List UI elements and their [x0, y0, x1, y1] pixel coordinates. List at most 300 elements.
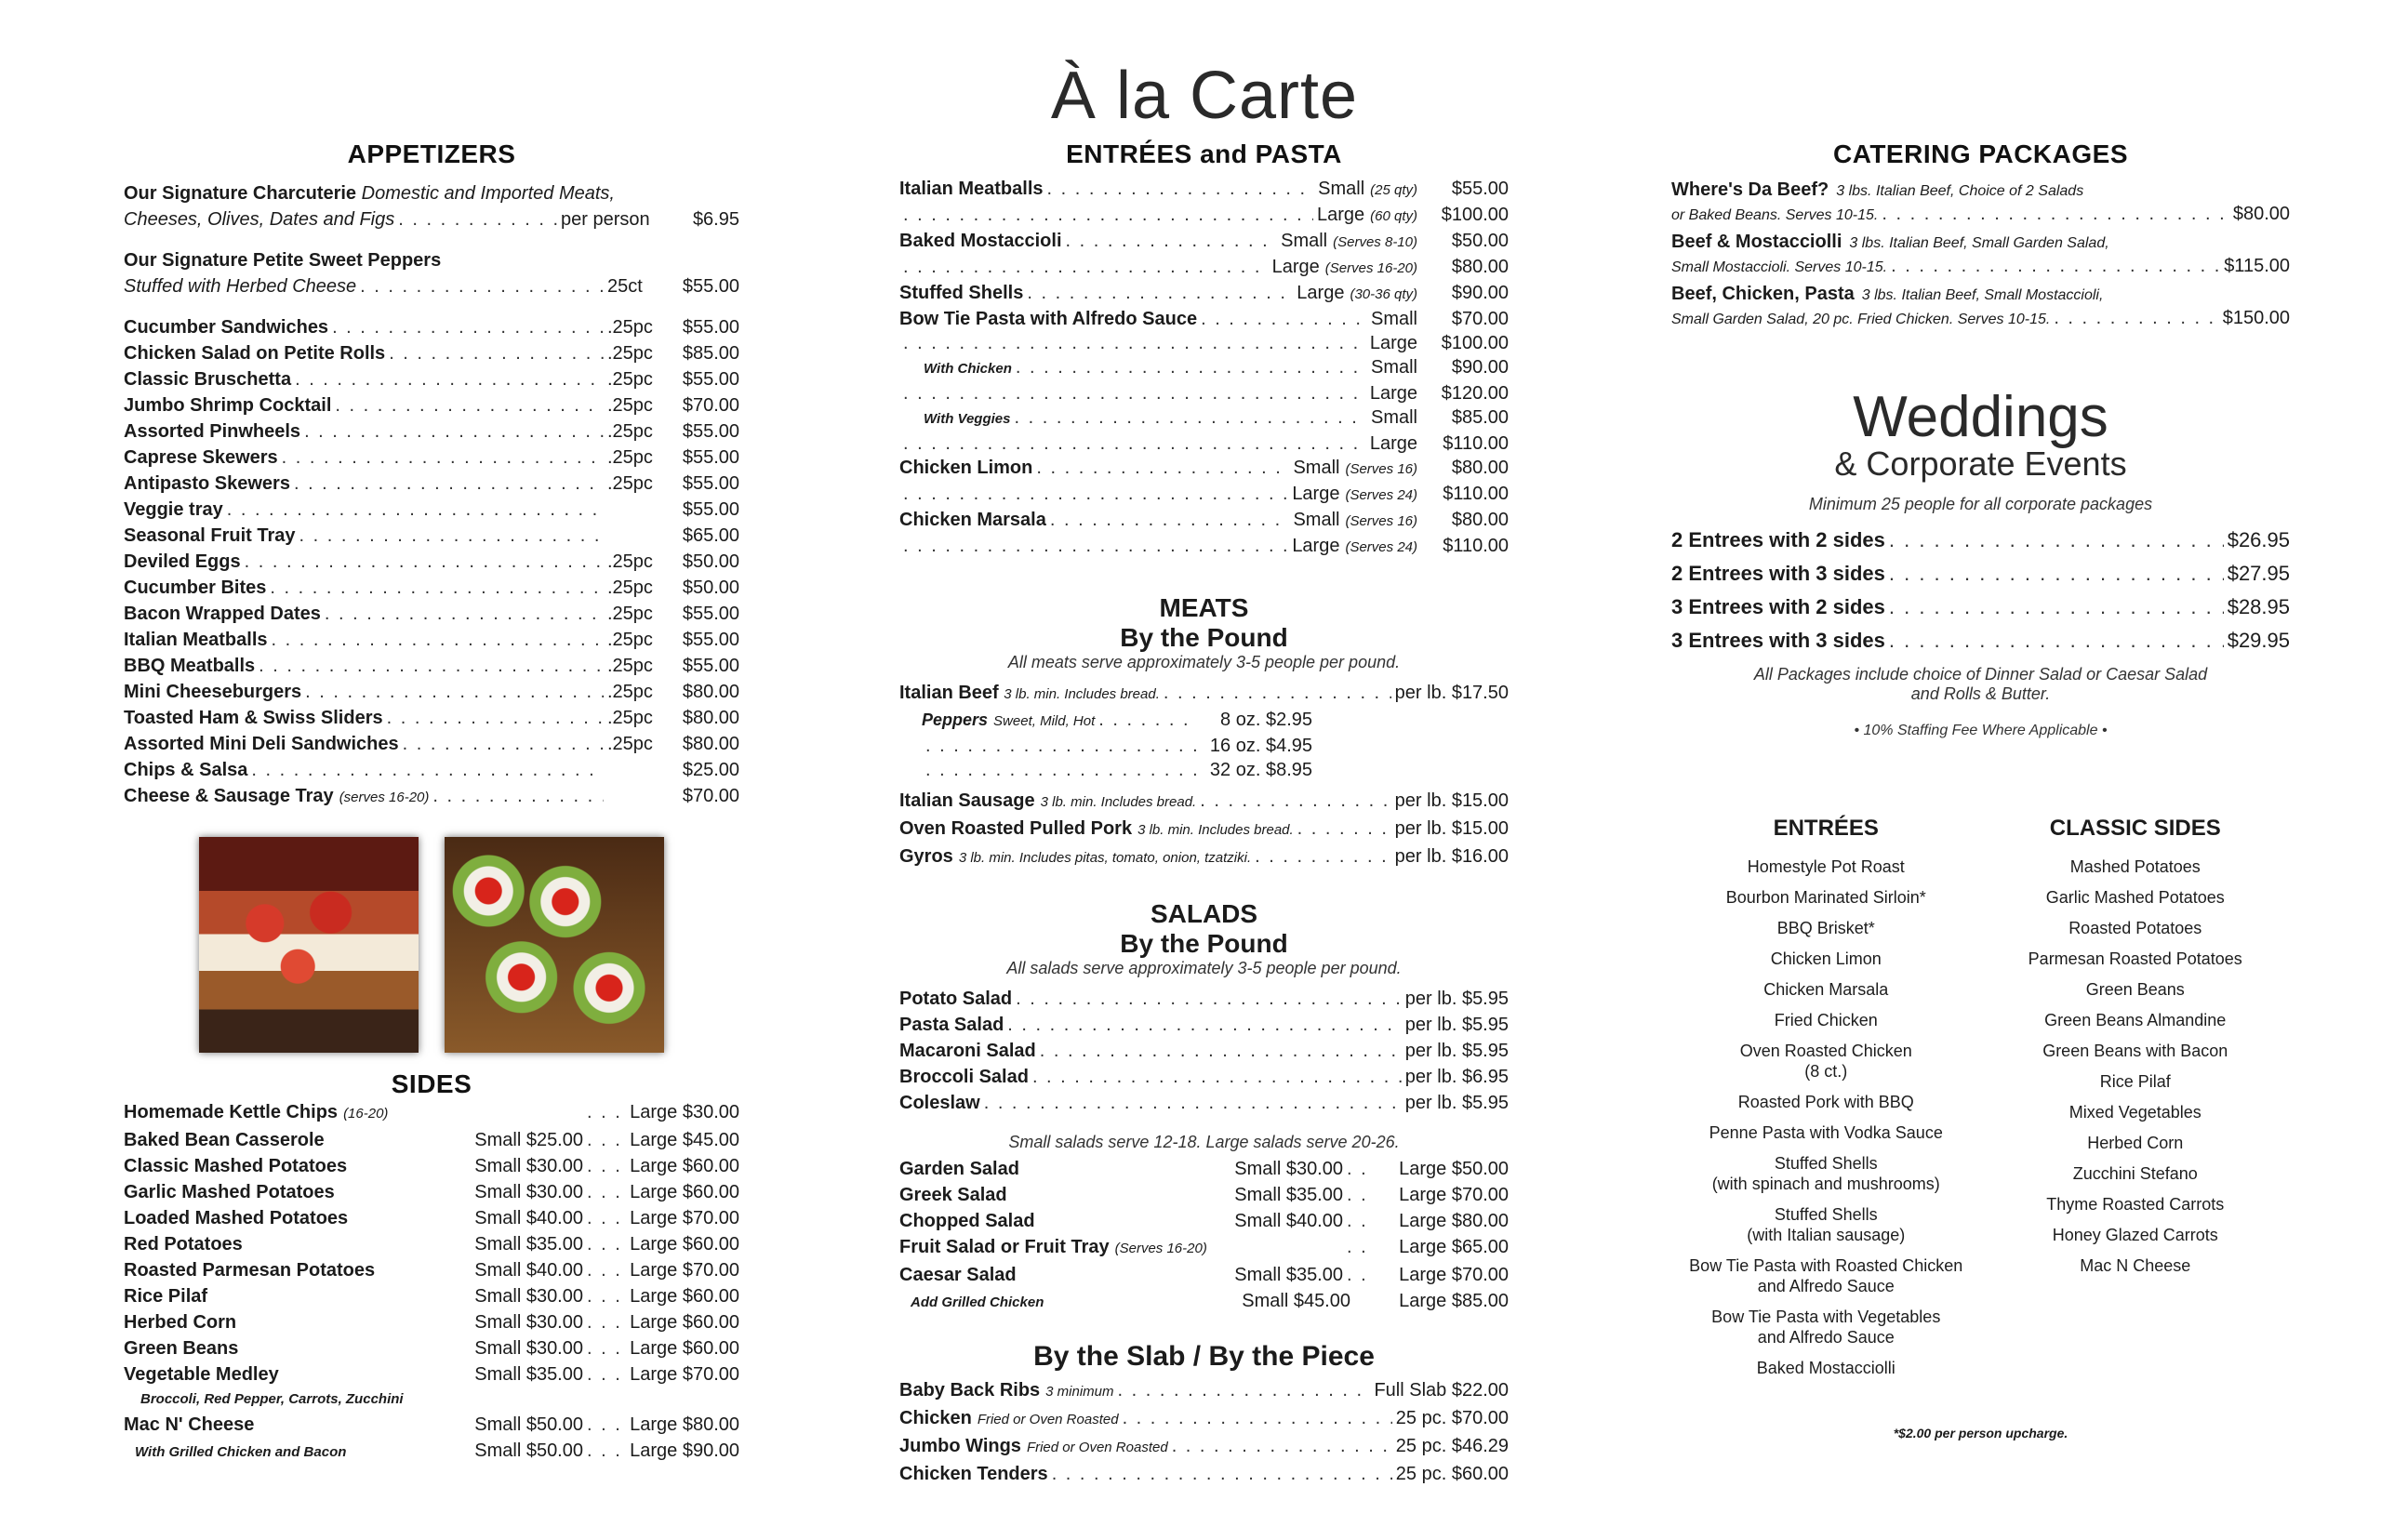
- featured-appetizers: [124, 180, 739, 299]
- item-price: per lb. $5.95: [1404, 1093, 1509, 1113]
- leader-dots: [903, 534, 1288, 558]
- charcuterie-desc-2: Cheeses, Olives, Dates and Figs: [124, 209, 395, 230]
- menu-row: [899, 229, 1509, 255]
- pepper-note: Sweet, Mild, Hot: [993, 713, 1096, 729]
- small-price: Small $35.00: [1234, 1265, 1343, 1285]
- sides-heading: SIDES: [391, 1069, 472, 1098]
- package-desc-2: or Baked Beans. Serves 10-15.: [1671, 207, 1879, 223]
- weddings-title: Weddings: [1853, 385, 2108, 449]
- item-price: $85.00: [682, 343, 739, 364]
- item-price: $100.00: [1441, 333, 1509, 353]
- item-name: Homemade Kettle Chips: [124, 1102, 339, 1122]
- small-price: Small $35.00: [474, 1234, 583, 1255]
- leader-dots: [1032, 1064, 1402, 1090]
- classic-side-item: Rice Pilaf: [2099, 1072, 2171, 1091]
- item-unit: .25pc: [607, 551, 653, 572]
- leader-dots: [1255, 843, 1391, 870]
- classic-side-item: Garlic Mashed Potatoes: [2045, 888, 2225, 907]
- item-price: $55.00: [682, 317, 739, 338]
- entree-name: Penne Pasta with Vodka Sauce: [1709, 1123, 1943, 1142]
- menu-row: [124, 783, 739, 811]
- item-note: 3 lb. min. Includes pitas, tomato, onion, tzatziki.: [958, 850, 1252, 866]
- entree-name: Baked Mostacciolli: [1756, 1359, 1895, 1377]
- entree-item: [1671, 1255, 1981, 1296]
- item-price: $110.00: [1443, 536, 1509, 556]
- bruschetta-photo: [199, 837, 419, 1053]
- leader-dots: [984, 1090, 1402, 1116]
- menu-row: [124, 1309, 739, 1335]
- leader-dots: [587, 1438, 624, 1464]
- package-desc-2: Small Garden Salad, 20 pc. Fried Chicken. Serves 10-15.: [1671, 312, 2051, 327]
- menu-row: [899, 307, 1509, 331]
- package-price: $115.00: [2224, 256, 2290, 276]
- item-unit: .25pc: [607, 630, 653, 650]
- item-price: per lb. $6.95: [1404, 1067, 1509, 1087]
- leader-dots: [903, 482, 1288, 506]
- item-price: $80.00: [682, 682, 739, 702]
- large-price: Large $90.00: [630, 1440, 739, 1461]
- item-name: Cheese & Sausage Tray: [124, 786, 334, 806]
- entree-detail: (with Italian sausage): [1747, 1226, 1906, 1244]
- menu-row: [124, 1099, 739, 1127]
- menu-row: [899, 456, 1509, 482]
- large-price: Large $80.00: [1399, 1211, 1509, 1231]
- large-price: Large $60.00: [630, 1312, 739, 1333]
- menu-row: [899, 1090, 1509, 1116]
- menu-row: [124, 366, 739, 392]
- item-unit: .25pc: [607, 447, 653, 468]
- item-price: $80.00: [1451, 458, 1509, 478]
- leader-dots: [1297, 816, 1391, 842]
- entree-item: [1671, 887, 1981, 908]
- leader-dots: [1040, 1038, 1402, 1064]
- leader-dots: [587, 1231, 624, 1257]
- leader-dots: [304, 418, 604, 445]
- leader-dots: [1347, 1156, 1375, 1182]
- weddings-subtitle: & Corporate Events: [1834, 445, 2127, 483]
- item-name: Vegetable Medley: [124, 1364, 279, 1385]
- leader-dots: [903, 255, 1269, 279]
- menu-row: [899, 1208, 1509, 1234]
- item-name: Italian Meatballs: [124, 630, 268, 650]
- package-name: Beef, Chicken, Pasta: [1671, 284, 1855, 304]
- entree-list-column: [1671, 816, 1981, 1388]
- menu-row: [124, 497, 739, 523]
- menu-row: [899, 788, 1509, 816]
- small-price: Small $40.00: [474, 1208, 583, 1228]
- classic-side-item: Herbed Corn: [2087, 1134, 2184, 1152]
- leader-dots: [925, 734, 1197, 758]
- classic-sides-heading: CLASSIC SIDES: [2049, 816, 2221, 841]
- item-name: Classic Bruschetta: [124, 369, 292, 390]
- salad-addon-small: Small $45.00: [1242, 1291, 1350, 1311]
- entree-detail: and Alfredo Sauce: [1757, 1277, 1895, 1295]
- entree-name: Chicken Limon: [1770, 949, 1882, 968]
- item-name: Chopped Salad: [899, 1211, 1035, 1231]
- entree-item: [1671, 949, 1981, 969]
- item-note: Fried or Oven Roasted: [977, 1412, 1119, 1427]
- leader-dots: [903, 331, 1366, 355]
- menu-row: [124, 731, 739, 757]
- menu-row: [899, 482, 1509, 508]
- menu-row: [124, 549, 739, 575]
- entree-name: Stuffed Shells: [1774, 1154, 1878, 1173]
- menu-row: [124, 1153, 739, 1179]
- item-name: With Veggies: [924, 411, 1011, 427]
- item-note: 3 lb. min. Includes bread.: [1137, 822, 1294, 838]
- leader-dots: [587, 1309, 624, 1335]
- leader-dots: [251, 757, 604, 783]
- item-price: $110.00: [1443, 484, 1509, 504]
- item-name: Chips & Salsa: [124, 760, 248, 780]
- item-price: per lb. $5.95: [1404, 989, 1509, 1009]
- item-name: Chicken Marsala: [899, 510, 1046, 530]
- wedding-package-name: 2 Entrees with 2 sides: [1671, 528, 1885, 551]
- item-name: Herbed Corn: [124, 1312, 237, 1333]
- leader-dots: [587, 1127, 624, 1153]
- size-note: (Serves 8-10): [1333, 234, 1417, 250]
- item-price: $50.00: [682, 578, 739, 598]
- item-name: Mini Cheeseburgers: [124, 682, 302, 702]
- wedding-package-name: 3 Entrees with 2 sides: [1671, 595, 1885, 618]
- leader-dots: [1016, 986, 1402, 1012]
- item-name: Rice Pilaf: [124, 1286, 208, 1307]
- leader-dots: [1889, 557, 2224, 591]
- entree-item: [1671, 979, 1981, 1000]
- menu-row: [1671, 283, 2290, 307]
- salad-size-note: Small salads serve 12-18. Large salads serve 20-26.: [1008, 1133, 1400, 1151]
- menu-row: [899, 1377, 1509, 1405]
- menu-row: [1671, 557, 2290, 591]
- item-note: 3 minimum: [1045, 1384, 1114, 1400]
- item-price: $55.00: [682, 447, 739, 468]
- leader-dots: [1889, 524, 2224, 557]
- large-price: Large $60.00: [630, 1338, 739, 1359]
- size-label: Small: [1370, 309, 1417, 329]
- item-unit: .25pc: [607, 578, 653, 598]
- classic-side-item: Mac N Cheese: [2080, 1256, 2191, 1275]
- large-price: Large $60.00: [630, 1182, 739, 1202]
- size-label: Small: [1370, 357, 1417, 378]
- item-name: Veggie tray: [124, 499, 223, 520]
- menu-row: [124, 471, 739, 497]
- classic-side-item: Honey Glazed Carrots: [2052, 1226, 2218, 1244]
- leader-dots: [903, 431, 1366, 456]
- menu-row: [124, 1438, 739, 1466]
- charcuterie-unit: per person: [561, 209, 650, 230]
- menu-row: [1671, 524, 2290, 557]
- entree-name: Bourbon Marinated Sirloin*: [1725, 888, 1926, 907]
- leader-dots: [389, 340, 604, 366]
- leader-dots: [403, 731, 604, 757]
- item-price: per lb. $5.95: [1404, 1041, 1509, 1061]
- menu-row: [899, 177, 1509, 203]
- entree-name: BBQ Brisket*: [1776, 919, 1875, 937]
- salads-subheading: By the Pound: [1120, 929, 1288, 958]
- entree-detail: (with spinach and mushrooms): [1711, 1175, 1940, 1193]
- leader-dots: [332, 314, 604, 340]
- item-name: Chicken Tenders: [899, 1464, 1048, 1484]
- item-name: Jumbo Shrimp Cocktail: [124, 395, 332, 416]
- item-name: With Chicken: [924, 361, 1012, 377]
- item-name: Seasonal Fruit Tray: [124, 525, 296, 546]
- leader-dots: [1347, 1182, 1375, 1208]
- menu-row: [899, 1234, 1509, 1262]
- leader-dots: [295, 366, 604, 392]
- large-price: Large $80.00: [630, 1414, 739, 1435]
- item-name: Cucumber Bites: [124, 578, 267, 598]
- entree-item: [1671, 1204, 1981, 1245]
- leader-dots: [1347, 1262, 1375, 1288]
- wedding-package-name: 3 Entrees with 3 sides: [1671, 629, 1885, 652]
- leader-dots: [325, 601, 604, 627]
- menu-row: [124, 445, 739, 471]
- salad-pound-list: [899, 986, 1509, 1116]
- leader-dots: [1347, 1208, 1375, 1234]
- item-name: Deviled Eggs: [124, 551, 241, 572]
- small-price: Small $50.00: [474, 1414, 583, 1435]
- package-desc: 3 lbs. Italian Beef, Small Mostaccioli,: [1861, 287, 2104, 303]
- size-note: (30-36 qty): [1350, 286, 1417, 302]
- charcuterie-price: $6.95: [692, 209, 739, 230]
- menu-row: [899, 816, 1509, 843]
- size-label: Large: [1369, 433, 1417, 454]
- slab-heading: By the Slab / By the Piece: [1033, 1341, 1375, 1372]
- slab-section: [899, 1342, 1509, 1487]
- salad-sized-list: [899, 1156, 1509, 1288]
- item-unit: .25pc: [607, 395, 653, 416]
- item-price: $80.00: [682, 708, 739, 728]
- item-unit: .25pc: [607, 473, 653, 494]
- item-unit: .25pc: [607, 369, 653, 390]
- item-name: Baked Mostaccioli: [899, 231, 1062, 251]
- large-price: Large $45.00: [630, 1130, 739, 1150]
- small-price: Small $40.00: [1234, 1211, 1343, 1231]
- menu-row: [899, 1156, 1509, 1182]
- menu-row: [899, 758, 1312, 782]
- entrees-pasta-list: [899, 177, 1509, 560]
- item-name: Coleslaw: [899, 1093, 980, 1113]
- pepper-price: 8 oz. $2.95: [1220, 710, 1312, 730]
- item-unit: .25pc: [607, 734, 653, 754]
- item-note: (serves 16-20): [339, 790, 430, 805]
- entree-name: Stuffed Shells: [1774, 1205, 1878, 1224]
- entree-name: Fried Chicken: [1774, 1011, 1878, 1029]
- entree-item: [1671, 918, 1981, 938]
- salad-addon-name: Add Grilled Chicken: [911, 1294, 1044, 1310]
- classic-side-item: Green Beans with Bacon: [2042, 1042, 2228, 1060]
- menu-row: [124, 1205, 739, 1231]
- size-note: (Serves 24): [1345, 539, 1417, 555]
- small-price: Small $30.00: [1234, 1159, 1343, 1179]
- menu-row: [899, 431, 1509, 456]
- classic-side-item: Green Beans: [2085, 980, 2185, 999]
- leader-dots: [282, 445, 604, 471]
- peppers-price: $55.00: [682, 276, 739, 297]
- item-name: Oven Roasted Pulled Pork: [899, 818, 1133, 839]
- item-price: $25.00: [682, 760, 739, 780]
- leader-dots: [1347, 1234, 1375, 1260]
- item-price: $80.00: [682, 734, 739, 754]
- large-price: Large $60.00: [630, 1286, 739, 1307]
- item-price: per lb. $16.00: [1394, 846, 1509, 867]
- entree-item: [1671, 1041, 1981, 1082]
- leader-dots: [587, 1153, 624, 1179]
- item-price: $70.00: [682, 786, 739, 806]
- wedding-package-price: $26.95: [2227, 528, 2290, 551]
- large-price: Large $60.00: [630, 1234, 739, 1255]
- item-price: $50.00: [682, 551, 739, 572]
- entree-list-heading: ENTRÉES: [1773, 816, 1879, 841]
- slab-list: [899, 1377, 1509, 1487]
- item-name: Roasted Parmesan Potatoes: [124, 1260, 376, 1281]
- size-note: (Serves 16): [1345, 513, 1417, 529]
- salads-heading: SALADS: [1150, 899, 1258, 928]
- item-unit: .25pc: [607, 421, 653, 442]
- sides-list: [124, 1099, 739, 1466]
- item-name: Toasted Ham & Swiss Sliders: [124, 708, 383, 728]
- menu-row: [1671, 624, 2290, 657]
- menu-row: [899, 1182, 1509, 1208]
- leader-dots: [227, 497, 604, 523]
- weddings-includes-1: All Packages include choice of Dinner Salad or Caesar Salad: [1753, 665, 2208, 684]
- menu-row: [124, 418, 739, 445]
- leader-dots: [259, 653, 604, 679]
- leader-dots: [432, 783, 604, 809]
- menu-row: [899, 203, 1509, 229]
- entree-name: Bow Tie Pasta with Roasted Chicken: [1689, 1256, 1963, 1275]
- meats-note: All meats serve approximately 3-5 people per pound.: [1007, 653, 1401, 671]
- item-unit: .25pc: [607, 317, 653, 338]
- item-name: Potato Salad: [899, 989, 1013, 1009]
- menu-row: [124, 314, 739, 340]
- item-name: Greek Salad: [899, 1185, 1007, 1205]
- item-name: Broccoli Salad: [899, 1067, 1029, 1087]
- menu-row: [124, 653, 739, 679]
- entrees-pasta-heading: ENTRÉES and PASTA: [1066, 139, 1342, 168]
- large-price: Large $50.00: [1399, 1159, 1509, 1179]
- salads-note: All salads serve approximately 3-5 people per pound.: [1006, 959, 1402, 977]
- small-price: Small $25.00: [474, 1130, 583, 1150]
- menu-row: [1671, 179, 2290, 203]
- wedding-package-price: $29.95: [2227, 629, 2290, 652]
- salad-addon-large: Large $85.00: [1399, 1291, 1509, 1311]
- meats-heading: MEATS: [1159, 593, 1249, 622]
- menu-row: [124, 1361, 739, 1387]
- menu-row: [124, 1257, 739, 1283]
- leader-dots: [2054, 307, 2218, 329]
- meat-item-name: Italian Beef: [899, 683, 999, 703]
- large-price: Large $70.00: [630, 1364, 739, 1385]
- classic-side-item: Green Beans Almandine: [2044, 1011, 2227, 1029]
- small-price: Small $30.00: [474, 1338, 583, 1359]
- entree-name: Bow Tie Pasta with Vegetables: [1711, 1308, 1941, 1326]
- menu-row: [899, 1461, 1509, 1487]
- food-photos: [124, 837, 739, 1053]
- leader-dots: [1889, 624, 2224, 657]
- small-price: Small $35.00: [1234, 1185, 1343, 1205]
- item-price: per lb. $15.00: [1394, 818, 1509, 839]
- item-price: $100.00: [1441, 205, 1509, 225]
- menu-row: [1671, 307, 2290, 331]
- item-name: Mac N' Cheese: [124, 1414, 255, 1435]
- leader-dots: [587, 1335, 624, 1361]
- peppers-name: Our Signature Petite Sweet Peppers: [124, 250, 442, 271]
- leader-dots: [294, 471, 604, 497]
- peppers-unit: 25ct: [607, 276, 643, 297]
- menu-row: [899, 986, 1509, 1012]
- package-desc: 3 lbs. Italian Beef, Small Garden Salad,: [1849, 235, 2109, 251]
- entree-name: Oven Roasted Chicken: [1739, 1042, 1912, 1060]
- item-unit: .25pc: [607, 708, 653, 728]
- item-name: Green Beans: [124, 1338, 239, 1359]
- menu-row: [124, 601, 739, 627]
- item-name: Bacon Wrapped Dates: [124, 604, 321, 624]
- classic-sides-list: [1981, 856, 2291, 1276]
- small-price: Small $30.00: [474, 1286, 583, 1307]
- leader-dots: [903, 381, 1366, 405]
- item-name: Chicken Salad on Petite Rolls: [124, 343, 386, 364]
- leader-dots: [387, 705, 604, 731]
- catering-heading: CATERING PACKAGES: [1832, 139, 2129, 168]
- package-price: $80.00: [2232, 204, 2290, 224]
- leader-dots: [1882, 203, 2228, 225]
- size-label: Small: [1293, 458, 1340, 478]
- large-price: Large $70.00: [630, 1208, 739, 1228]
- entree-name: Chicken Marsala: [1763, 980, 1889, 999]
- menu-row: [899, 534, 1509, 560]
- leader-dots: [587, 1257, 624, 1283]
- package-desc: 3 lbs. Italian Beef, Choice of 2 Salads: [1836, 183, 2084, 199]
- large-price: Large $65.00: [1399, 1237, 1509, 1257]
- menu-row: [899, 281, 1509, 307]
- item-unit: .25pc: [607, 656, 653, 676]
- entree-item: [1671, 1092, 1981, 1112]
- leader-dots: [1066, 229, 1278, 253]
- right-column: [1671, 139, 2290, 1440]
- leader-dots: [270, 575, 604, 601]
- pepper-list: [899, 708, 1509, 782]
- meats-section: [899, 593, 1509, 871]
- menu-row: [124, 523, 739, 549]
- item-price: $55.00: [682, 369, 739, 390]
- entree-detail: (8 ct.): [1804, 1062, 1848, 1081]
- leader-dots: [1123, 1405, 1392, 1431]
- item-price: $120.00: [1441, 383, 1509, 404]
- entree-item: [1671, 1122, 1981, 1143]
- item-name: Garlic Mashed Potatoes: [124, 1182, 335, 1202]
- size-label: Small: [1370, 407, 1417, 428]
- leader-dots: [587, 1361, 624, 1387]
- leader-dots: [587, 1205, 624, 1231]
- item-price: $90.00: [1451, 283, 1509, 303]
- item-name: Jumbo Wings: [899, 1436, 1021, 1456]
- menu-row: [124, 340, 739, 366]
- item-name: Baby Back Ribs: [899, 1380, 1041, 1401]
- item-price: $55.00: [682, 630, 739, 650]
- meats-subheading: By the Pound: [1120, 623, 1288, 652]
- menu-row: [899, 708, 1312, 734]
- appetizer-list: [124, 314, 739, 811]
- item-price: $80.00: [1451, 510, 1509, 530]
- item-price: $65.00: [682, 525, 739, 546]
- menu-row: [124, 392, 739, 418]
- item-price: $55.00: [682, 421, 739, 442]
- meat-item-note: 3 lb. min. Includes bread.: [1004, 686, 1160, 702]
- entree-item: [1671, 1153, 1981, 1194]
- large-price: Large $70.00: [1399, 1265, 1509, 1285]
- wedding-package-price: $28.95: [2227, 595, 2290, 618]
